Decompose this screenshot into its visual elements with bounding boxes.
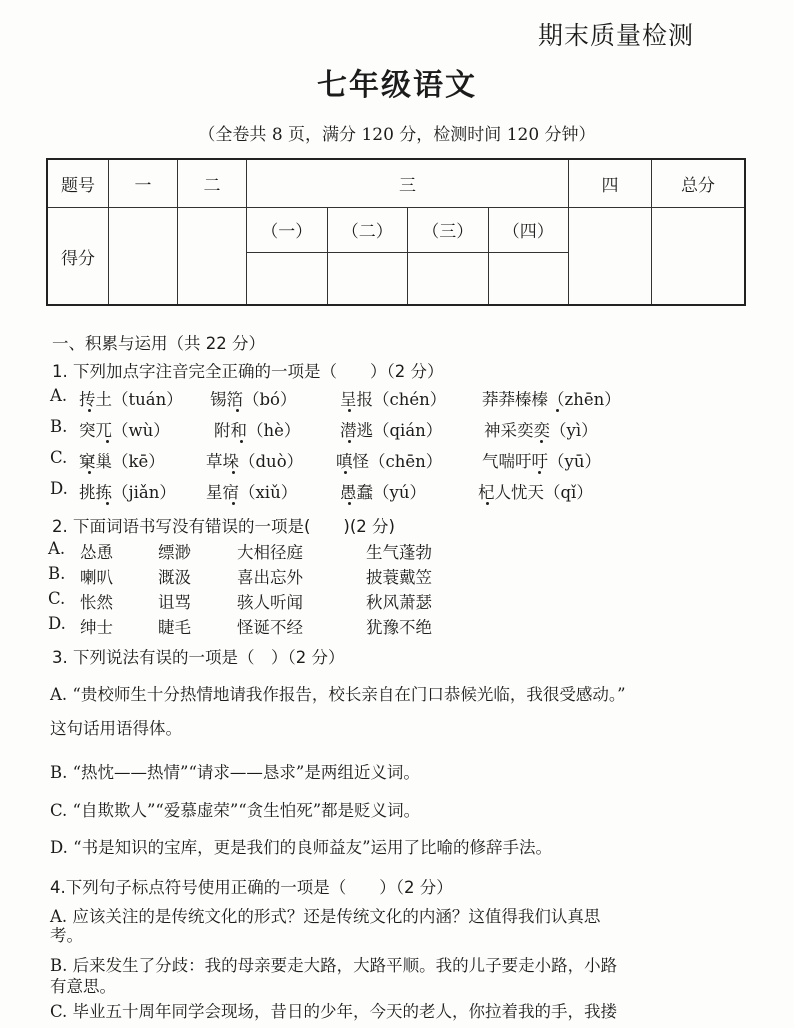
q1-option-letter: A.	[50, 386, 68, 405]
score-table	[46, 158, 746, 306]
exam-info: （全卷共 8 页，满分 120 分，检测时间 120 分钟）	[198, 125, 596, 145]
col-total-header: 总分	[652, 159, 746, 208]
q2-option-letter: B.	[48, 564, 66, 583]
q4-option-b: B. 后来发生了分歧：我的母亲要走大路，大路平顺。我的儿子要走小路，小路	[50, 956, 618, 975]
q2-option-item: 大相径庭	[237, 543, 303, 562]
score-row-label: 得分	[47, 208, 109, 305]
q1-option-item: 窠巢（kē）	[79, 452, 165, 471]
q2-option-letter: D.	[48, 614, 66, 633]
score-cell-one	[109, 208, 178, 305]
q1-option-item: 嗔怪（chēn）	[336, 452, 443, 471]
question-1-stem: 1. 下列加点字注音完全正确的一项是（ ）（2 分）	[52, 362, 444, 381]
q4-option-b-continued: 有意思。	[50, 977, 116, 996]
emphasis-dot	[348, 409, 351, 412]
sub-header-3: （三）	[408, 208, 489, 253]
emphasis-dot	[556, 409, 559, 412]
q1-option-letter: B.	[50, 417, 68, 436]
q4-option-c: C. 毕业五十周年同学会现场，昔日的少年，今天的老人，你拉着我的手，我搂	[50, 1002, 618, 1021]
score-cell-four	[569, 208, 652, 305]
q3-option-c: C. “自欺欺人”“爱慕虚荣”“贪生怕死”都是贬义词。	[50, 801, 421, 820]
q2-option-item: 溉汲	[158, 568, 191, 587]
q2-option-item: 秋风萧瑟	[366, 593, 432, 612]
q2-option-item: 喇叭	[80, 568, 113, 587]
col-one-header: 一	[109, 159, 178, 208]
q3-option-a-continued: 这句话用语得体。	[50, 719, 182, 738]
emphasis-dot	[88, 409, 91, 412]
score-cell-three-4	[488, 252, 569, 305]
emphasis-dot	[344, 471, 347, 474]
q2-option-letter: A.	[48, 539, 66, 558]
q2-option-item: 怅然	[80, 593, 113, 612]
q1-option-letter: C.	[50, 448, 68, 467]
q1-option-item: 莽莽榛榛（zhēn）	[482, 390, 621, 409]
col-two-header: 二	[178, 159, 247, 208]
q4-option-a: A. 应该关注的是传统文化的形式？还是传统文化的内涵？这值得我们认真思	[50, 907, 601, 926]
emphasis-dot	[236, 409, 239, 412]
emphasis-dot	[486, 502, 489, 505]
q1-option-item: 挑拣（jiǎn）	[79, 483, 176, 502]
emphasis-dot	[88, 471, 91, 474]
q2-option-item: 怂恿	[80, 543, 113, 562]
q1-option-item: 杞人忧天（qǐ）	[478, 483, 593, 502]
emphasis-dot	[348, 502, 351, 505]
emphasis-dot	[538, 471, 541, 474]
emphasis-dot	[106, 502, 109, 505]
q1-option-item: 抟土（tuán）	[79, 390, 183, 409]
emphasis-dot	[540, 440, 543, 443]
q1-option-item: 锡箔（bó）	[210, 390, 297, 409]
q1-option-item: 星宿（xiǔ）	[206, 483, 298, 502]
col-three-header: 三	[247, 159, 569, 208]
q3-option-a: A. “贵校师生十分热情地请我作报告，校长亲自在门口恭候光临，我很受感动。”	[50, 685, 626, 704]
q1-option-item: 草垛（duò）	[206, 452, 304, 471]
q1-option-item: 呈报（chén）	[340, 390, 447, 409]
q1-option-item: 突兀（wù）	[79, 421, 170, 440]
q4-option-a-continued: 考。	[50, 926, 83, 945]
question-4-stem: 4.下列句子标点符号使用正确的一项是（ ）（2 分）	[50, 878, 453, 897]
score-cell-two	[178, 208, 247, 305]
q2-option-item: 生气蓬勃	[366, 543, 432, 562]
q1-option-item: 愚蠢（yú）	[340, 483, 426, 502]
sub-header-1: （一）	[247, 208, 328, 253]
emphasis-dot	[106, 440, 109, 443]
question-number-label: 题号	[47, 159, 109, 208]
q1-option-item: 潜逃（qián）	[340, 421, 443, 440]
q2-option-item: 犹豫不绝	[366, 618, 432, 637]
q3-option-d: D. “书是知识的宝库，更是我们的良师益友”运用了比喻的修辞手法。	[50, 838, 553, 857]
score-cell-three-3	[408, 252, 489, 305]
q2-option-item: 缥渺	[158, 543, 191, 562]
question-3-stem: 3. 下列说法有误的一项是（ ）（2 分）	[52, 648, 345, 667]
q2-option-item: 绅士	[80, 618, 113, 637]
q2-option-item: 睫毛	[158, 618, 191, 637]
sub-header-4: （四）	[488, 208, 569, 253]
page-title: 七年级语文	[317, 68, 477, 103]
q1-option-item: 气喘吁吁（yū）	[482, 452, 601, 471]
emphasis-dot	[240, 440, 243, 443]
score-cell-three-2	[327, 252, 408, 305]
section-title: 一、积累与运用（共 22 分）	[52, 334, 265, 353]
col-four-header: 四	[569, 159, 652, 208]
q1-option-item: 附和（hè）	[214, 421, 301, 440]
q1-option-item: 神采奕奕（yì）	[484, 421, 598, 440]
exam-type-label: 期末质量检测	[537, 21, 694, 50]
q2-option-item: 披蓑戴笠	[366, 568, 432, 587]
q2-option-item: 诅骂	[158, 593, 191, 612]
emphasis-dot	[348, 440, 351, 443]
emphasis-dot	[232, 471, 235, 474]
emphasis-dot	[232, 502, 235, 505]
score-cell-three-1	[247, 252, 328, 305]
q3-option-b: B. “热忱——热情”“请求——恳求”是两组近义词。	[50, 763, 420, 782]
q2-option-letter: C.	[48, 589, 66, 608]
q2-option-item: 怪诞不经	[237, 618, 303, 637]
question-2-stem: 2. 下面词语书写没有错误的一项是( )(2 分)	[52, 517, 395, 536]
q2-option-item: 喜出忘外	[237, 568, 303, 587]
q1-option-letter: D.	[50, 479, 68, 498]
q2-option-item: 骇人听闻	[237, 593, 303, 612]
sub-header-2: （二）	[327, 208, 408, 253]
score-cell-total	[652, 208, 746, 305]
